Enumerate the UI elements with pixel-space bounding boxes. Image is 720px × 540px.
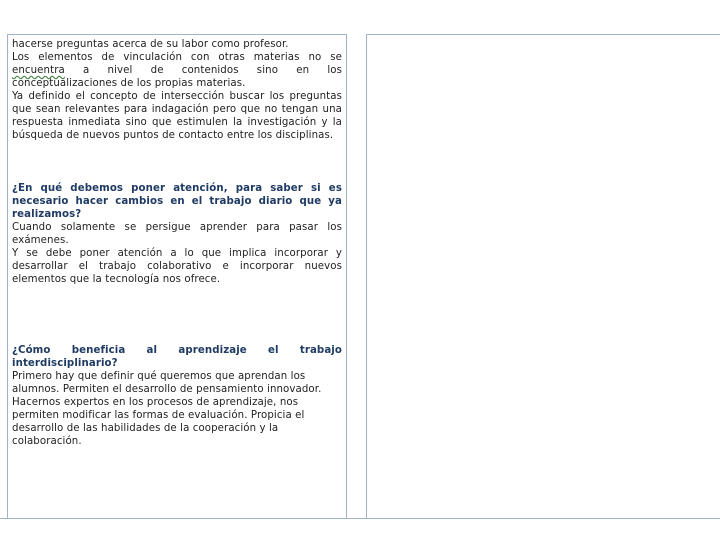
text-fragment: Los elementos de vinculación con otras materias no se xyxy=(12,52,342,63)
paragraph-labor-profesor: hacerse preguntas acerca de su labor como profesor. xyxy=(12,39,289,50)
left-column-cell xyxy=(7,34,347,519)
paragraph-vinculacion xyxy=(12,51,342,90)
right-column-cell xyxy=(366,34,720,519)
paragraph-examenes: Cuando solamente se persigue aprender para pasar los exámenes. xyxy=(12,222,342,246)
text-fragment: a nivel de contenidos sino en los conceptualizaciones de los propias materias. xyxy=(12,65,342,89)
table-bottom-border xyxy=(0,518,720,519)
paragraph-colaborativo: Y se debe poner atención a lo que implica incorporar y desarrollar el trabajo colaborativo e incorporar nuevos elementos que la tecnología nos ofrece. xyxy=(12,248,342,285)
question-heading-atencion: ¿En qué debemos poner atención, para saber si es necesario hacer cambios en el trabajo diario que ya realizamos? xyxy=(12,183,342,220)
paragraph-definir: Primero hay que definir qué queremos que aprendan los alumnos. Permiten el desarrollo de pensamiento innovador. xyxy=(12,371,322,395)
question-heading-beneficio: ¿Cómo beneficia al aprendizaje el trabajo interdisciplinario? xyxy=(12,345,342,369)
spacer xyxy=(12,142,342,182)
spellcheck-flagged-word: encuentra xyxy=(12,65,65,76)
paragraph-interseccion: Ya definido el concepto de intersección buscar los preguntas que sean relevantes para indagación pero que no tengan una respuesta inmediata sino que estimulen la investigación y la búsqueda de nuevos puntos de contacto entre los disciplinas. xyxy=(12,91,342,141)
spacer xyxy=(12,286,342,344)
paragraph-expertos: Hacernos expertos en los procesos de aprendizaje, nos permiten modificar las formas de evaluación. Propicia el desarrollo de las habilidades de la cooperación y la colaboración. xyxy=(12,397,305,447)
